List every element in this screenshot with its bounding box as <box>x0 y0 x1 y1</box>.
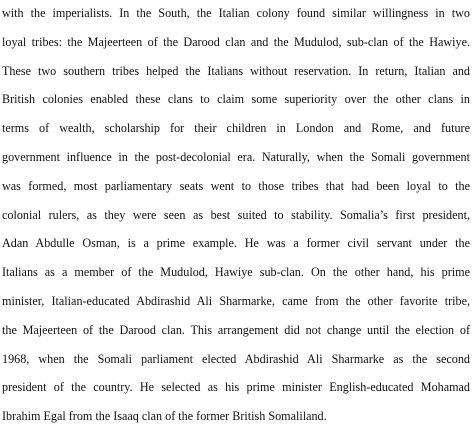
text-line: terms of wealth, scholarship for their children in London and Rome, and future <box>2 121 470 136</box>
body-paragraph <box>2 0 470 431</box>
text-line: colonial rulers, as they were seen as best suited to stability. Somalia’s first president, <box>2 207 470 222</box>
text-line: 1968, when the Somali parliament elected Abdirashid Ali Sharmarke as the second <box>2 351 470 366</box>
text-line: with the imperialists. In the South, the Italian colony found similar willingness in two <box>2 6 470 20</box>
text-line: loyal tribes: the Majeerteen of the Darood clan and the Mudulod, sub-clan of the Hawiye. <box>2 34 470 49</box>
text-line: British colonies enabled these clans to claim some superiority over the other clans in <box>2 92 470 107</box>
text-line: Adan Abdulle Osman, is a prime example. He was a former civil servant under the <box>2 236 470 251</box>
text-line: These two southern tribes helped the Italians without reservation. In return, Italian and <box>2 63 470 78</box>
text-line: Ibrahim Egal from the Isaaq clan of the former British Somaliland. <box>2 409 327 424</box>
text-line: Italians as a member of the Mudulod, Hawiye sub-clan. On the other hand, his prime <box>2 265 470 280</box>
text-line: minister, Italian-educated Abdirashid Ali Sharmarke, came from the other favorite tribe, <box>2 293 470 308</box>
text-line: president of the country. He selected as his prime minister English-educated Mohamad <box>2 380 470 395</box>
text-line: was formed, most parliamentary seats went to those tribes that had been loyal to the <box>2 178 470 193</box>
text-line: the Majeerteen of the Darood clan. This arrangement did not change until the election of <box>2 322 470 337</box>
text-line: government influence in the post-decolonial era. Naturally, when the Somali government <box>2 149 470 164</box>
